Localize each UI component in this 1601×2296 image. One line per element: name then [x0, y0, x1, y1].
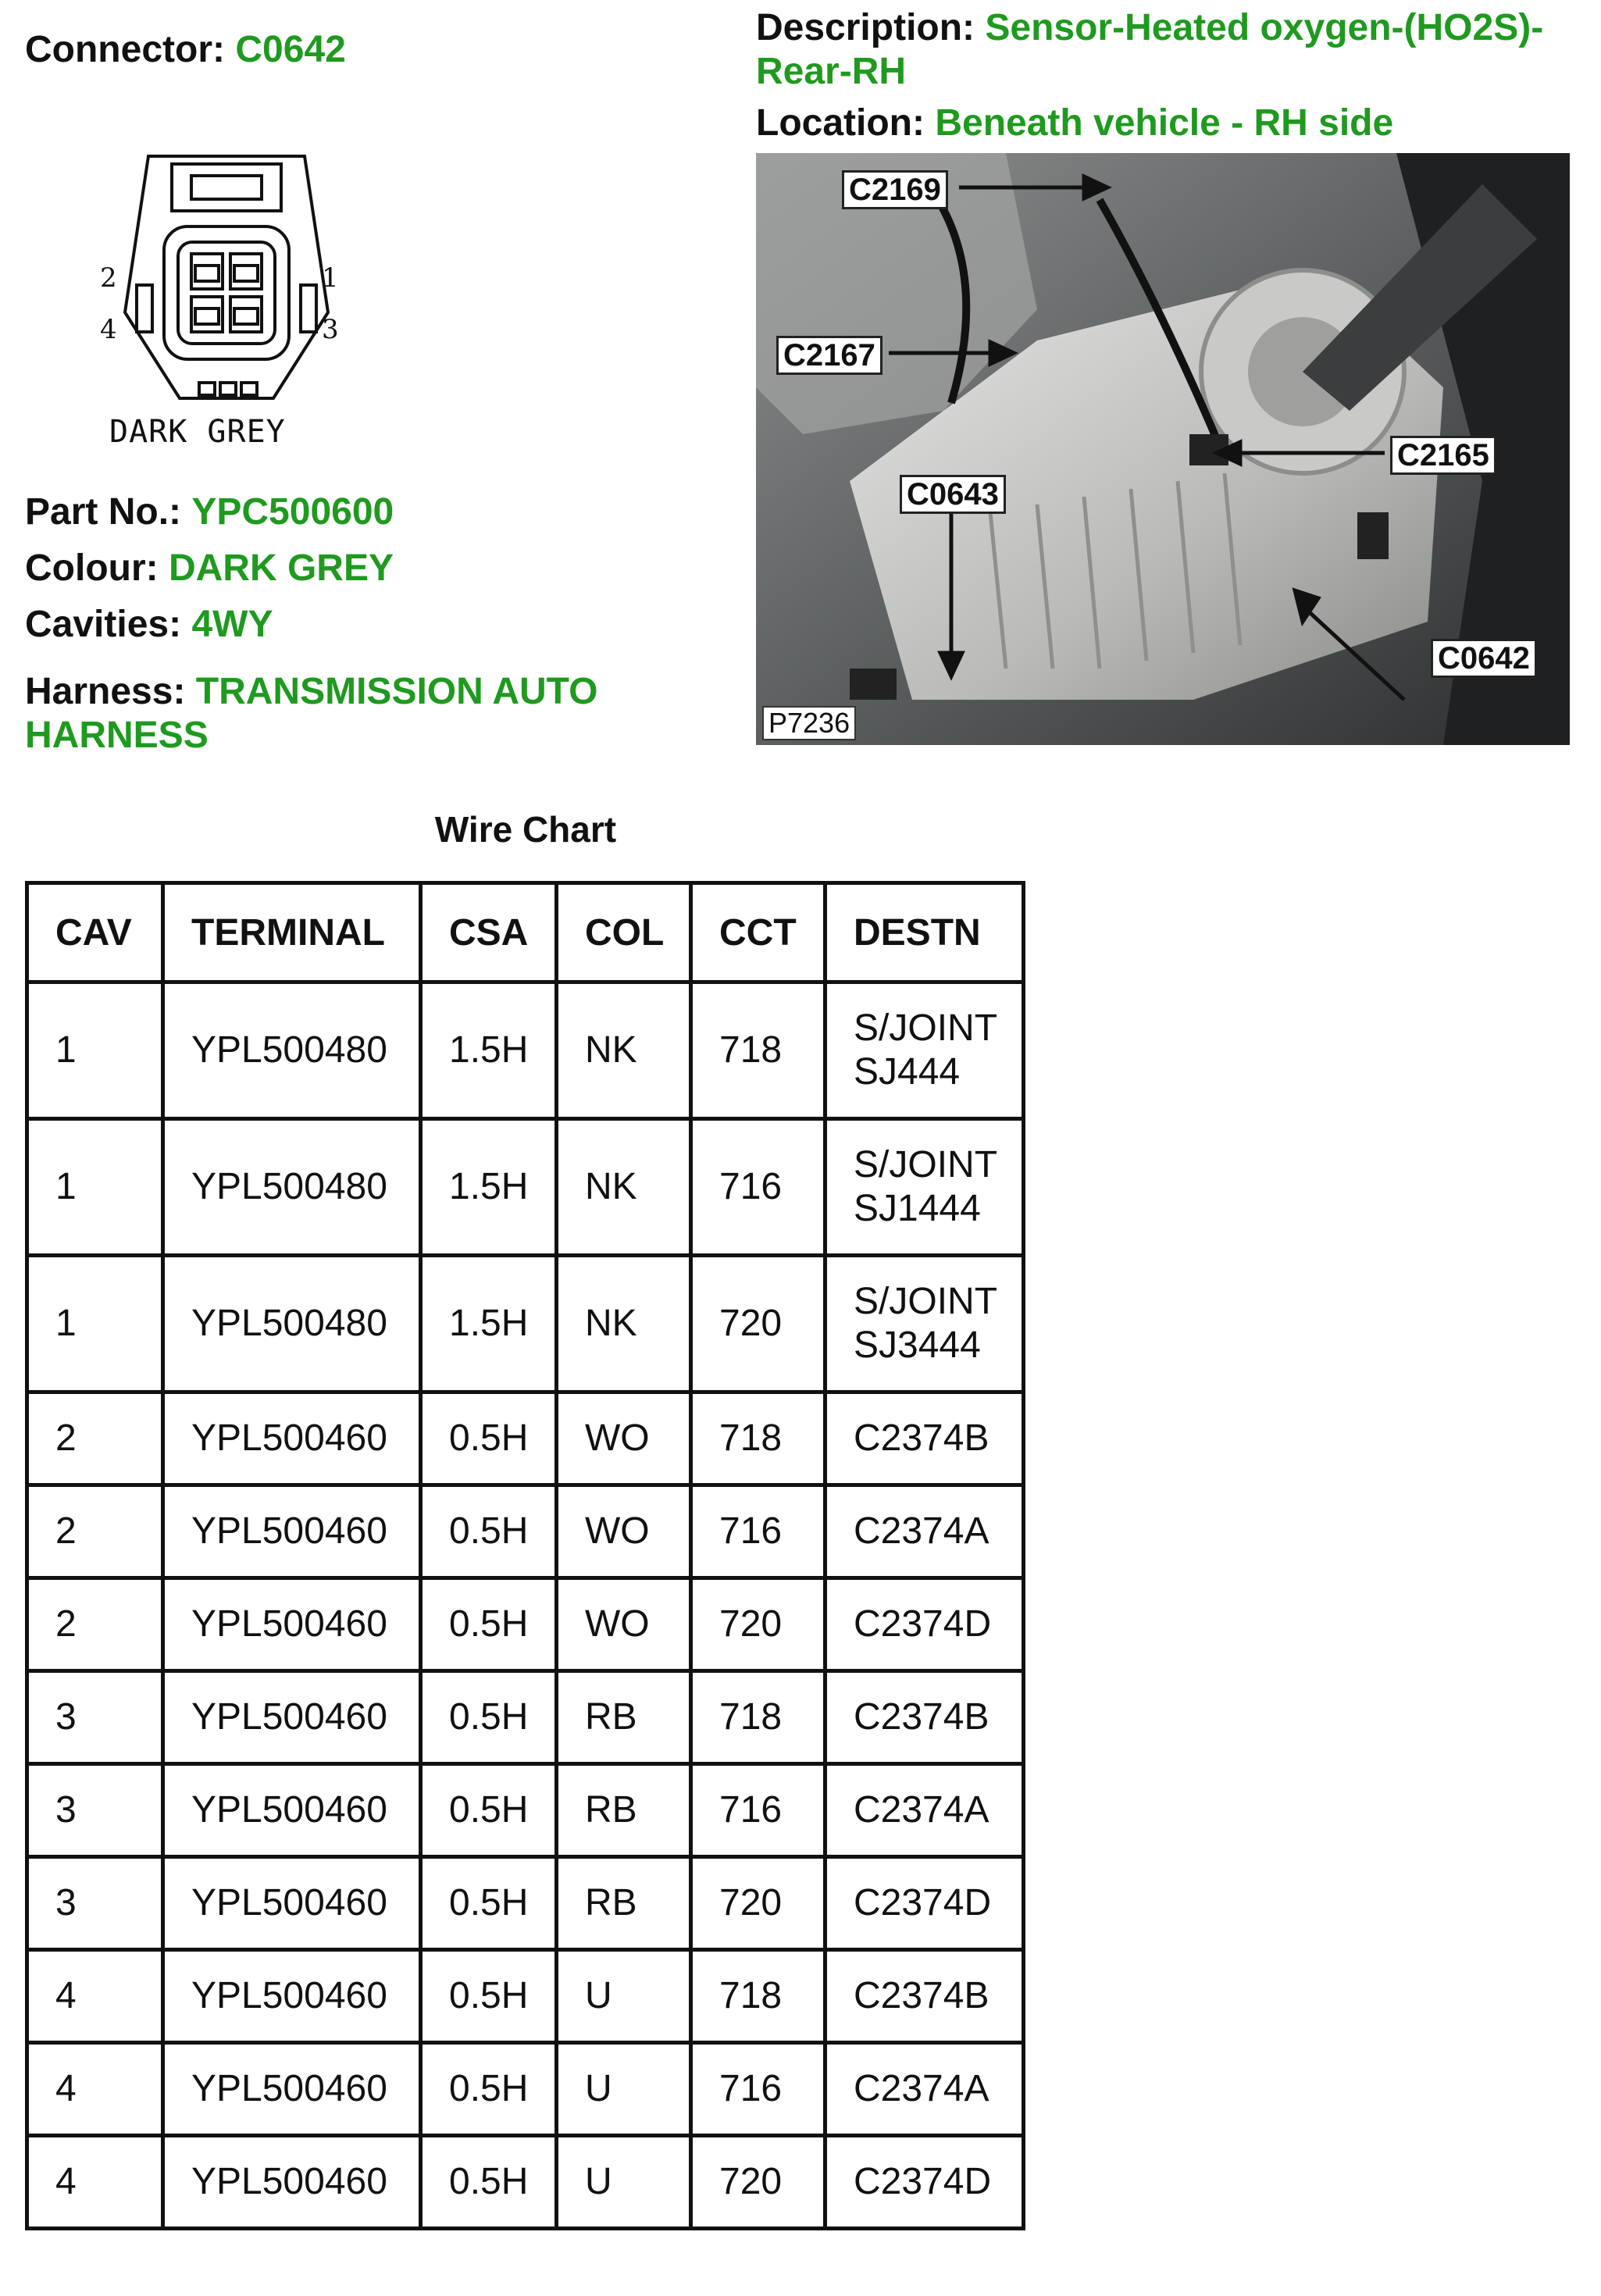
cell-destn: C2374A — [825, 2043, 1024, 2136]
cell-cav: 1 — [27, 982, 163, 1119]
destn-line-2: SJ444 — [854, 1051, 961, 1093]
cell-cav: 4 — [27, 2136, 163, 2229]
header-destn: DESTN — [825, 883, 1024, 982]
destn-line-2: SJ3444 — [854, 1324, 981, 1366]
connector-label: Connector: — [25, 29, 225, 70]
cell-terminal: YPL500460 — [163, 1671, 421, 1764]
pin-label-4: 4 — [100, 314, 117, 345]
part-value: YPC500600 — [191, 491, 394, 533]
cell-destn: C2374B — [825, 1392, 1024, 1485]
cell-cav: 4 — [27, 2043, 163, 2136]
header-col: COL — [557, 883, 691, 982]
cell-destn — [825, 1256, 1024, 1392]
cell-csa: 0.5H — [421, 1857, 557, 1950]
cell-cct: 716 — [691, 1119, 825, 1256]
cell-terminal: YPL500460 — [163, 2043, 421, 2136]
cavities-value: 4WY — [191, 604, 273, 645]
location-line — [756, 102, 1393, 145]
table-row — [27, 1485, 1024, 1578]
cell-cav: 4 — [27, 1950, 163, 2043]
cell-cct: 720 — [691, 1578, 825, 1671]
pin-label-3: 3 — [322, 314, 339, 345]
cell-cct: 716 — [691, 1764, 825, 1857]
table-row — [27, 1256, 1024, 1392]
colour-value: DARK GREY — [168, 547, 394, 589]
callout-c2167: C2167 — [776, 336, 883, 375]
cell-terminal: YPL500460 — [163, 1485, 421, 1578]
connector-value: C0642 — [235, 29, 346, 70]
connector-colour-caption: DARK GREY — [109, 414, 286, 450]
cell-destn: C2374D — [825, 1857, 1024, 1950]
wire-chart-table — [25, 881, 1025, 2230]
wire-table-header-row — [27, 883, 1024, 982]
cell-col: WO — [557, 1392, 691, 1485]
harness-value-2: HARNESS — [25, 715, 209, 756]
cell-csa: 0.5H — [421, 1485, 557, 1578]
cell-terminal: YPL500460 — [163, 1392, 421, 1485]
cell-cct: 716 — [691, 1485, 825, 1578]
cell-csa: 1.5H — [421, 1256, 557, 1392]
location-photo — [756, 153, 1570, 745]
cell-cav: 3 — [27, 1671, 163, 1764]
table-row — [27, 1671, 1024, 1764]
cell-col: WO — [557, 1485, 691, 1578]
cell-cct: 718 — [691, 1950, 825, 2043]
cell-col: NK — [557, 982, 691, 1119]
cell-csa: 0.5H — [421, 1392, 557, 1485]
cell-destn: C2374D — [825, 1578, 1024, 1671]
cell-terminal: YPL500460 — [163, 1764, 421, 1857]
cell-col: WO — [557, 1578, 691, 1671]
table-row — [27, 1764, 1024, 1857]
colour-line — [25, 547, 394, 590]
cell-cct: 720 — [691, 1256, 825, 1392]
part-label: Part No.: — [25, 491, 182, 533]
cell-col: U — [557, 2043, 691, 2136]
cell-csa: 0.5H — [421, 1578, 557, 1671]
table-row — [27, 2043, 1024, 2136]
cell-col: RB — [557, 1857, 691, 1950]
harness-line-2 — [25, 714, 209, 758]
cell-cav: 3 — [27, 1857, 163, 1950]
cell-terminal: YPL500480 — [163, 1256, 421, 1392]
cell-destn: C2374B — [825, 1950, 1024, 2043]
harness-label: Harness: — [25, 671, 186, 712]
cell-cav: 1 — [27, 1119, 163, 1256]
cell-cct: 720 — [691, 1857, 825, 1950]
cell-csa: 0.5H — [421, 1764, 557, 1857]
cell-terminal: YPL500480 — [163, 982, 421, 1119]
pin-label-2: 2 — [100, 262, 117, 294]
cell-destn — [825, 1119, 1024, 1256]
description-line-2 — [756, 50, 906, 94]
cell-col: NK — [557, 1119, 691, 1256]
callout-c0643: C0643 — [900, 475, 1006, 514]
location-label: Location: — [756, 102, 925, 144]
callout-c2165: C2165 — [1390, 436, 1496, 475]
cell-cav: 2 — [27, 1392, 163, 1485]
cell-destn: C2374B — [825, 1671, 1024, 1764]
cell-col: RB — [557, 1671, 691, 1764]
cell-csa: 0.5H — [421, 1671, 557, 1764]
cell-destn: C2374D — [825, 2136, 1024, 2229]
cavities-line — [25, 603, 273, 647]
cell-csa: 0.5H — [421, 1950, 557, 2043]
connector-line — [25, 28, 346, 72]
photo-reference: P7236 — [762, 706, 856, 740]
description-value-2: Rear-RH — [756, 51, 907, 92]
cell-col: U — [557, 1950, 691, 2043]
destn-line-1: S/JOINT — [854, 1144, 998, 1185]
cell-col: NK — [557, 1256, 691, 1392]
cell-cct: 720 — [691, 2136, 825, 2229]
cell-terminal: YPL500460 — [163, 1857, 421, 1950]
table-row — [27, 982, 1024, 1119]
table-row — [27, 1857, 1024, 1950]
cell-terminal: YPL500480 — [163, 1119, 421, 1256]
location-value: Beneath vehicle - RH side — [935, 102, 1394, 144]
cell-cav: 2 — [27, 1485, 163, 1578]
pin-label-1: 1 — [322, 262, 339, 294]
cell-cav: 2 — [27, 1578, 163, 1671]
cell-terminal: YPL500460 — [163, 1578, 421, 1671]
destn-line-1: S/JOINT — [854, 1007, 998, 1049]
connector-outline-icon — [94, 148, 359, 414]
harness-line — [25, 670, 597, 714]
header-cct: CCT — [691, 883, 825, 982]
harness-value: TRANSMISSION AUTO — [195, 671, 598, 712]
callout-c2169: C2169 — [842, 170, 948, 209]
cell-terminal: YPL500460 — [163, 1950, 421, 2043]
table-row — [27, 1119, 1024, 1256]
cell-col: RB — [557, 1764, 691, 1857]
cell-col: U — [557, 2136, 691, 2229]
cell-cct: 718 — [691, 982, 825, 1119]
description-value: Sensor-Heated oxygen-(HO2S)- — [985, 7, 1544, 48]
table-row — [27, 1578, 1024, 1671]
destn-line-1: S/JOINT — [854, 1281, 998, 1322]
description-label: Description: — [756, 7, 975, 48]
cell-csa: 1.5H — [421, 1119, 557, 1256]
cavities-label: Cavities: — [25, 604, 182, 645]
cell-terminal: YPL500460 — [163, 2136, 421, 2229]
table-row — [27, 1950, 1024, 2043]
cell-cct: 718 — [691, 1671, 825, 1764]
cell-cav: 3 — [27, 1764, 163, 1857]
destn-line-2: SJ1444 — [854, 1188, 981, 1229]
header-cav: CAV — [27, 883, 163, 982]
header-csa: CSA — [421, 883, 557, 982]
cell-csa: 0.5H — [421, 2136, 557, 2229]
cell-cct: 716 — [691, 2043, 825, 2136]
callout-c0642: C0642 — [1431, 639, 1537, 678]
cell-cct: 718 — [691, 1392, 825, 1485]
description-line — [756, 6, 1543, 50]
cell-csa: 1.5H — [421, 982, 557, 1119]
cell-destn: C2374A — [825, 1764, 1024, 1857]
part-line — [25, 490, 394, 534]
cell-destn: C2374A — [825, 1485, 1024, 1578]
cell-csa: 0.5H — [421, 2043, 557, 2136]
cell-cav: 1 — [27, 1256, 163, 1392]
colour-label: Colour: — [25, 547, 159, 589]
wire-chart-title: Wire Chart — [434, 809, 617, 850]
table-row — [27, 2136, 1024, 2229]
table-row — [27, 1392, 1024, 1485]
cell-destn — [825, 982, 1024, 1119]
header-terminal: TERMINAL — [163, 883, 421, 982]
